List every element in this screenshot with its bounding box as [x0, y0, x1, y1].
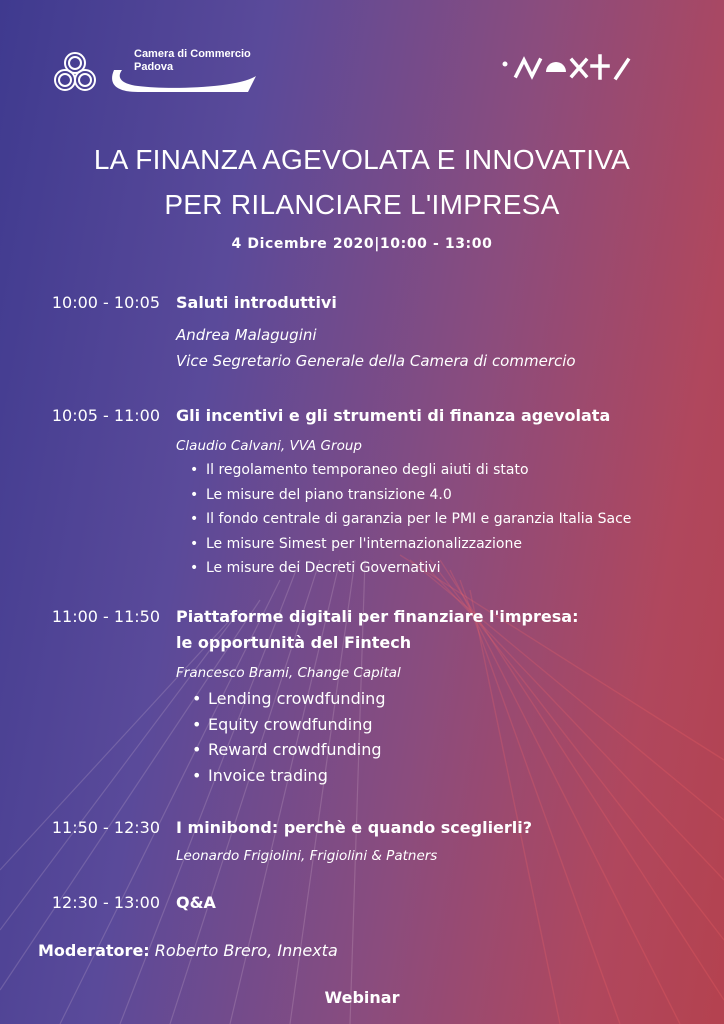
- session-title-line2: le opportunità del Fintech: [176, 633, 412, 652]
- event-date: 4 Dicembre 2020|10:00 - 13:00: [231, 236, 493, 252]
- speaker-role: Vice Segretario Generale della Camera di commercio: [176, 352, 576, 370]
- session-title-line1: Piattaforme digitali per finanziare l'impresa:: [176, 607, 579, 626]
- session-title: Q&A: [176, 893, 216, 912]
- chamber-name-line1: Camera di Commercio: [134, 48, 251, 60]
- session-time: 11:00 - 11:50: [51, 607, 160, 626]
- session-time: 10:00 - 10:05: [51, 293, 160, 312]
- chamber-knot-icon: [50, 48, 100, 98]
- speaker-name: Andrea Malagugini: [176, 326, 317, 344]
- chamber-swoosh-icon: [108, 62, 258, 94]
- chamber-name-line2: Padova: [134, 61, 174, 73]
- list-item: • Lending crowdfunding: [190, 686, 385, 712]
- chamber-of-commerce-logo: [50, 48, 260, 98]
- list-item: • Le misure dei Decreti Governativi: [188, 556, 631, 581]
- innexta-logo: [500, 52, 660, 82]
- session-title: I minibond: perchè e quando sceglierli?: [176, 818, 533, 837]
- session-time: 10:05 - 11:00: [51, 406, 160, 425]
- list-item: • Equity crowdfunding: [190, 712, 385, 738]
- session-title: Gli incentivi e gli strumenti di finanza agevolata: [176, 406, 611, 425]
- list-item: • Invoice trading: [190, 763, 385, 789]
- list-item: • Le misure del piano transizione 4.0: [188, 483, 631, 508]
- session-time: 11:50 - 12:30: [51, 818, 160, 837]
- moderator: [38, 941, 338, 960]
- speaker: Francesco Brami, Change Capital: [176, 665, 401, 681]
- speaker: Claudio Calvani, VVA Group: [176, 438, 362, 454]
- session-title: Saluti introduttivi: [176, 293, 337, 312]
- moderator-name: Roberto Brero, Innexta: [154, 941, 338, 960]
- moderator-label: Moderatore:: [38, 941, 150, 960]
- topic-list: [188, 458, 631, 581]
- list-item: • Il fondo centrale di garanzia per le PMI e garanzia Italia Sace: [188, 507, 631, 532]
- event-title-line2: PER RILANCIARE L'IMPRESA: [164, 189, 560, 220]
- session-time: 12:30 - 13:00: [51, 893, 160, 912]
- list-item: • Reward crowdfunding: [190, 737, 385, 763]
- list-item: • Il regolamento temporaneo degli aiuti di stato: [188, 458, 631, 483]
- event-title-line1: LA FINANZA AGEVOLATA E INNOVATIVA: [93, 144, 631, 175]
- topic-list: [190, 686, 385, 788]
- list-item: • Le misure Simest per l'internazionalizzazione: [188, 532, 631, 557]
- event-format: Webinar: [324, 988, 400, 1007]
- speaker: Leonardo Frigiolini, Frigiolini & Patners: [176, 848, 438, 864]
